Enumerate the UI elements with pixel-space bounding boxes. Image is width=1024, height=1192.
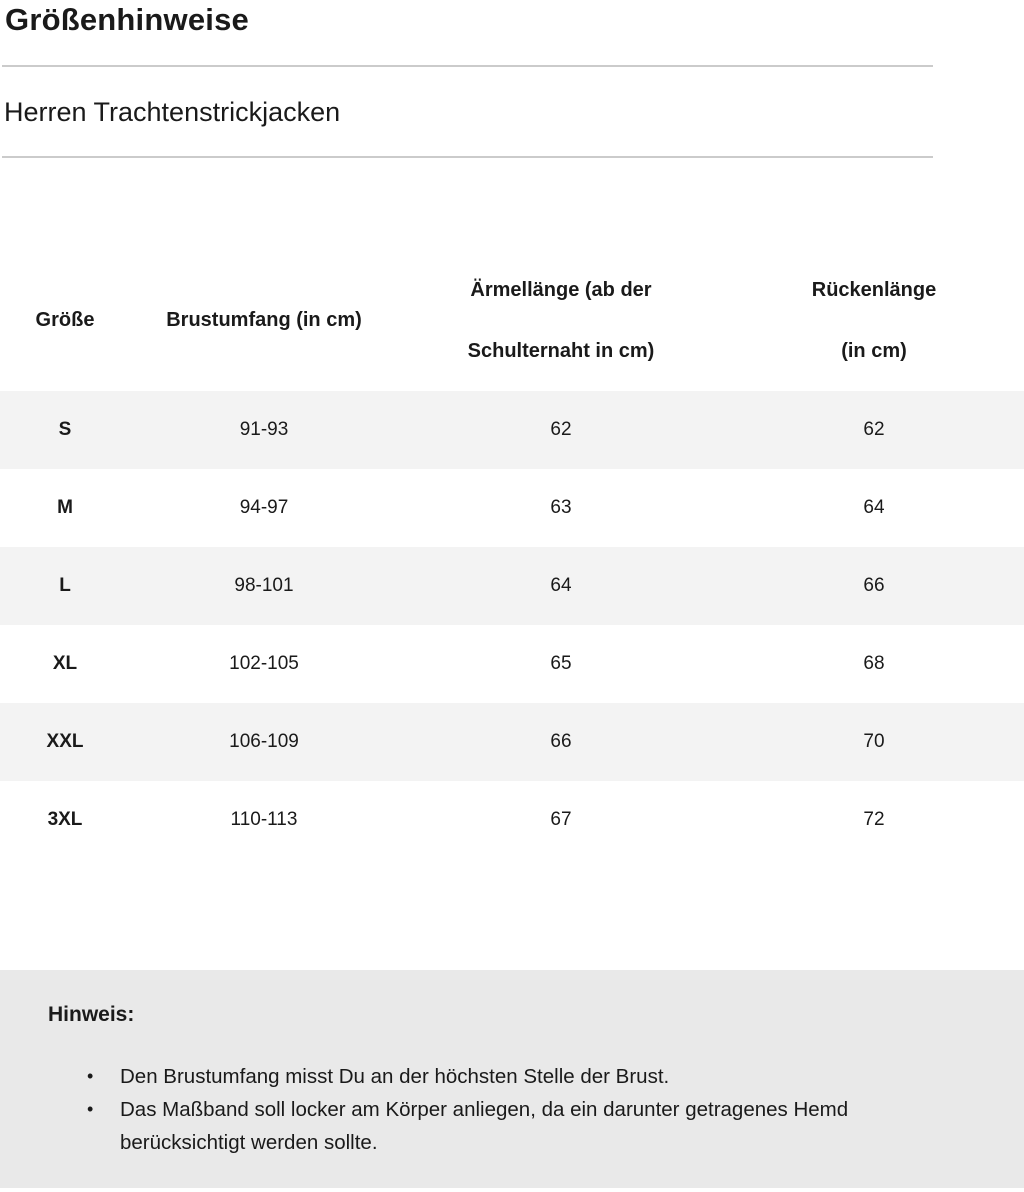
- column-header-sleeve: [398, 250, 724, 391]
- note-bullet-list: [0, 1060, 905, 1159]
- column-header-label: Größe: [35, 309, 95, 331]
- size-value: S: [58, 419, 72, 440]
- column-header-label-line1: Rückenlänge: [811, 278, 937, 301]
- back-value: 62: [863, 419, 885, 440]
- column-header-label-line2: Schulternaht in cm): [467, 339, 655, 362]
- bullet-icon: •: [87, 1099, 94, 1119]
- header-row: [0, 250, 1024, 391]
- sleeve-value: 64: [550, 575, 572, 596]
- sleeve-value: 67: [550, 809, 572, 830]
- size-table-body: [0, 391, 1024, 859]
- divider: [2, 65, 933, 67]
- sleeve-value: 66: [550, 731, 572, 752]
- back-value: 68: [863, 653, 885, 674]
- divider: [2, 156, 933, 158]
- note-box: [0, 970, 1024, 1188]
- table-row-xl: [0, 625, 1024, 703]
- table-row-3xl: [0, 781, 1024, 859]
- sleeve-value: 63: [550, 497, 572, 518]
- column-header-label-line1: Ärmellänge (ab der: [470, 278, 652, 301]
- note-bullet-item: [87, 1093, 905, 1159]
- chest-value: 98-101: [234, 575, 294, 596]
- size-value: L: [59, 575, 71, 596]
- bullet-icon: •: [87, 1066, 94, 1086]
- column-header-chest: [130, 250, 398, 391]
- column-header-label: Brustumfang (in cm): [166, 309, 362, 331]
- chest-value: 102-105: [229, 653, 299, 674]
- back-value: 64: [863, 497, 885, 518]
- table-row-s: [0, 391, 1024, 469]
- back-value: 70: [863, 731, 885, 752]
- chest-value: 106-109: [229, 731, 299, 752]
- size-table-header: [0, 250, 1024, 391]
- note-bullet-text: Den Brustumfang misst Du an der höchsten Stelle der Brust.: [120, 1065, 670, 1088]
- size-table: [0, 250, 1024, 859]
- note-bullet-text: Das Maßband soll locker am Körper anliegen, da ein darunter getragenes Hemd berücksichtigt werden sollte.: [120, 1098, 849, 1154]
- size-value: XXL: [46, 731, 84, 752]
- chest-value: 110-113: [230, 809, 298, 830]
- table-row-l: [0, 547, 1024, 625]
- note-title: Hinweis:: [48, 1003, 135, 1026]
- chest-value: 94-97: [239, 497, 289, 518]
- size-value: 3XL: [47, 809, 83, 830]
- size-value: XL: [52, 653, 78, 674]
- sleeve-value: 62: [550, 419, 572, 440]
- size-value: M: [57, 497, 73, 518]
- page-title: Größenhinweise: [5, 2, 249, 37]
- table-row-m: [0, 469, 1024, 547]
- category-title: Herren Trachtenstrickjacken: [4, 97, 341, 127]
- column-header-size: [0, 250, 130, 391]
- column-header-back: [724, 250, 1024, 391]
- sleeve-value: 65: [550, 653, 572, 674]
- chest-value: 91-93: [239, 419, 289, 440]
- column-header-label-line2: (in cm): [841, 339, 907, 362]
- table-row-xxl: [0, 703, 1024, 781]
- back-value: 72: [863, 809, 885, 830]
- back-value: 66: [863, 575, 885, 596]
- note-bullet-item: [87, 1060, 905, 1093]
